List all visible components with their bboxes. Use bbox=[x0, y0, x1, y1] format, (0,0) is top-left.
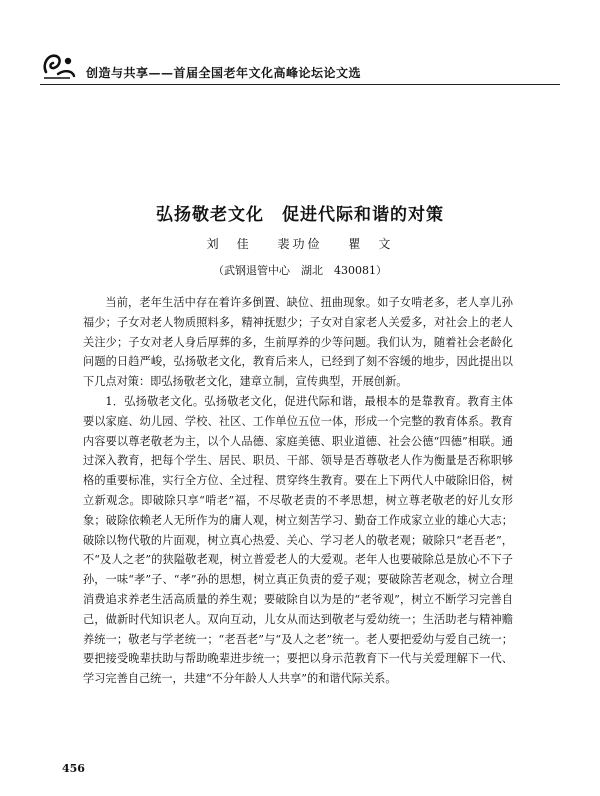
header-divider bbox=[40, 84, 560, 85]
series-title: 创造与共享——首届全国老年文化高峰论坛论文选 bbox=[86, 66, 362, 80]
author-affiliation: （武钢退管中心 湖北 430081） bbox=[213, 264, 387, 277]
page-number: 456 bbox=[62, 762, 85, 775]
body-paragraph: 当前，老年生活中存在着许多倒置、缺位、扭曲现象。如子女啃老多，老人享儿孙福少；子女对老人物质照料多，精神抚慰少；子女对自家老人关爱多，对社会上的老人关注少；子女对老人身后厚葬的多，生前厚养的少等问题。我们认为，随着社会老龄化问题的日趋严峻，弘扬敬老文化，教育后来人，已经到了刻不容缓的地步，因此提出以下几点对策：即弘扬敬老文化，建章立制，宣传典型，开展创新。 bbox=[83, 296, 513, 389]
article-title-part2: 促进代际和谐的对策 bbox=[282, 205, 444, 225]
author-name: 瞿 文 bbox=[348, 237, 394, 251]
author-list bbox=[0, 235, 600, 252]
article-body bbox=[83, 293, 513, 689]
article-title-part1: 弘扬敬老文化 bbox=[156, 205, 264, 225]
author-name: 刘 佳 bbox=[206, 237, 252, 251]
article-title bbox=[0, 200, 600, 225]
author-name: 裴功俭 bbox=[277, 237, 323, 251]
running-header bbox=[40, 50, 560, 84]
series-logo-icon bbox=[40, 50, 80, 82]
body-paragraph: 1．弘扬敬老文化。弘扬敬老文化，促进代际和谐，最根本的是靠教育。教育主体要以家庭、幼儿园、学校、社区、工作单位五位一体，形成一个完整的教育体系。教育内容要以尊老敬老为主，以个人品德、家庭美德、职业道德、社会公德“四德”相联。通过深入教育，把每个学生、居民、职员、干部、领导是否尊敬老人作为衡量是否称职够格的重要标准，实行全方位、全过程、贯穿终生教育。要在上下两代人中破除旧俗，树立新观念。即破除只享“啃老”福，不尽敬老责的不孝思想，树立尊老敬老的好儿女形象；破除依赖老人无所作为的庸人观，树立刻苦学习、勤奋工作成家立业的雄心大志；破除以物代敬的片面观，树立真心热爱、关心、学习老人的敬老观；破除只“老吾老”，不“及人之老”的狭隘敬老观，树立普爱老人的大爱观。老年人也要破除总是放心不下子孙，一味“孝”子、“孝”孙的思想，树立真正负责的爱子观；要破除苦老观念，树立合理消费追求养老生活高质量的养生观；要破除自以为是的“老爷观”，树立不断学习完善自己，做新时代知识老人。双向互动，儿女从而达到敬老与爱幼统一；生活助老与精神赡养统一；敬老与学老统一；“老吾老”与“及人之老”统一。老人要把爱幼与爱自己统一；要把接受晚辈扶助与帮助晚辈进步统一；要把以身示范教育下一代与关爱理解下一代、学习完善自己统一，共建“不分年龄人人共享”的和谐代际关系。 bbox=[83, 394, 513, 686]
